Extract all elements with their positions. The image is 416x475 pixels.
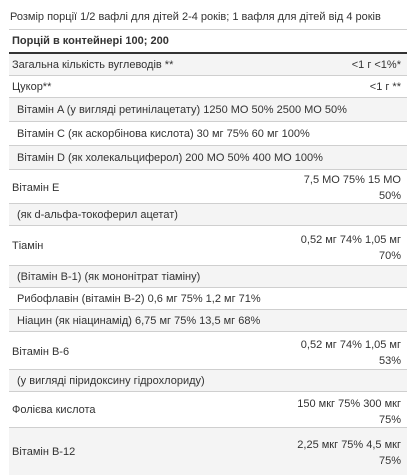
nutrient-row [9,266,407,288]
nutrient-name: Вітамін C (як аскорбінова кислота) 30 мг 75% 60 мг 100% [17,128,310,140]
nutrient-row [9,310,407,332]
nutrient-name: Рибофлавін (вітамін B-2) 0,6 мг 75% 1,2 мг 71% [17,293,261,305]
nutrient-name: (у вигляді піридоксину гідрохлориду) [17,375,205,387]
nutrient-value-line: 50% [378,190,401,202]
nutrient-row [9,76,407,98]
nutrient-value-line: 0,52 мг 74% 1,05 мг [300,234,401,246]
nutrient-value: <1 г <1%* [351,59,401,71]
nutrient-row [9,98,407,122]
nutrient-name: Загальна кількість вуглеводів ** [12,59,174,71]
serving-size-text: Розмір порції 1/2 вафлі для дітей 2-4 років; 1 вафля для дітей від 4 років [10,11,381,23]
nutrient-value-line: 2,25 мкг 75% 4,5 мкг [297,439,401,451]
nutrient-value [304,172,401,204]
nutrient-value-line: 0,52 мг 74% 1,05 мг [300,339,401,351]
serving-size-row [9,0,407,30]
nutrient-value: <1 г ** [369,81,401,93]
nutrient-row [9,392,407,428]
nutrient-value [301,232,401,264]
nutrient-value [297,396,401,428]
nutrient-value [297,437,401,469]
nutrient-row [9,170,407,204]
nutrient-name: Вітамін A (у вигляді ретинілацетату) 1250 МО 50% 2500 МО 50% [17,104,347,116]
nutrient-value-line: 7,5 МО 75% 15 МО [303,174,401,186]
nutrient-name: Ніацин (як ніацинамід) 6,75 мг 75% 13,5 мг 68% [17,315,261,327]
servings-per-container-text: Порцій в контейнері 100; 200 [12,35,169,47]
nutrient-name: Цукор** [12,81,52,93]
nutrient-value-line: 150 мкг 75% 300 мкг [297,398,401,410]
nutrient-name: Вітамін D (як холекальциферол) 200 МО 50% 400 МО 100% [17,152,323,164]
nutrient-row [9,288,407,310]
nutrient-row [9,146,407,170]
nutrient-row [9,226,407,266]
servings-per-container-row [9,30,407,54]
nutrient-name: Вітамін E [12,182,60,194]
nutrient-row [9,428,407,475]
nutrient-row [9,204,407,226]
nutrient-name: Тіамін [12,240,44,252]
nutrient-value-line: 75% [378,414,401,426]
nutrient-name: Вітамін B-6 [12,346,70,358]
nutrient-row [9,370,407,392]
nutrient-row [9,332,407,370]
nutrient-value-line: 70% [378,250,401,262]
nutrient-name: (як d-альфа-токоферил ацетат) [17,209,178,221]
nutrient-value-line: 53% [378,355,401,367]
nutrient-value [301,337,401,369]
nutrient-name: (Вітамін B-1) (як мононітрат тіаміну) [17,271,201,283]
nutrient-row [9,122,407,146]
nutrient-name: Вітамін B-12 [12,446,76,458]
nutrient-row [9,54,407,76]
nutrient-value-line: 75% [378,455,401,467]
nutrient-name: Фолієва кислота [12,404,96,416]
